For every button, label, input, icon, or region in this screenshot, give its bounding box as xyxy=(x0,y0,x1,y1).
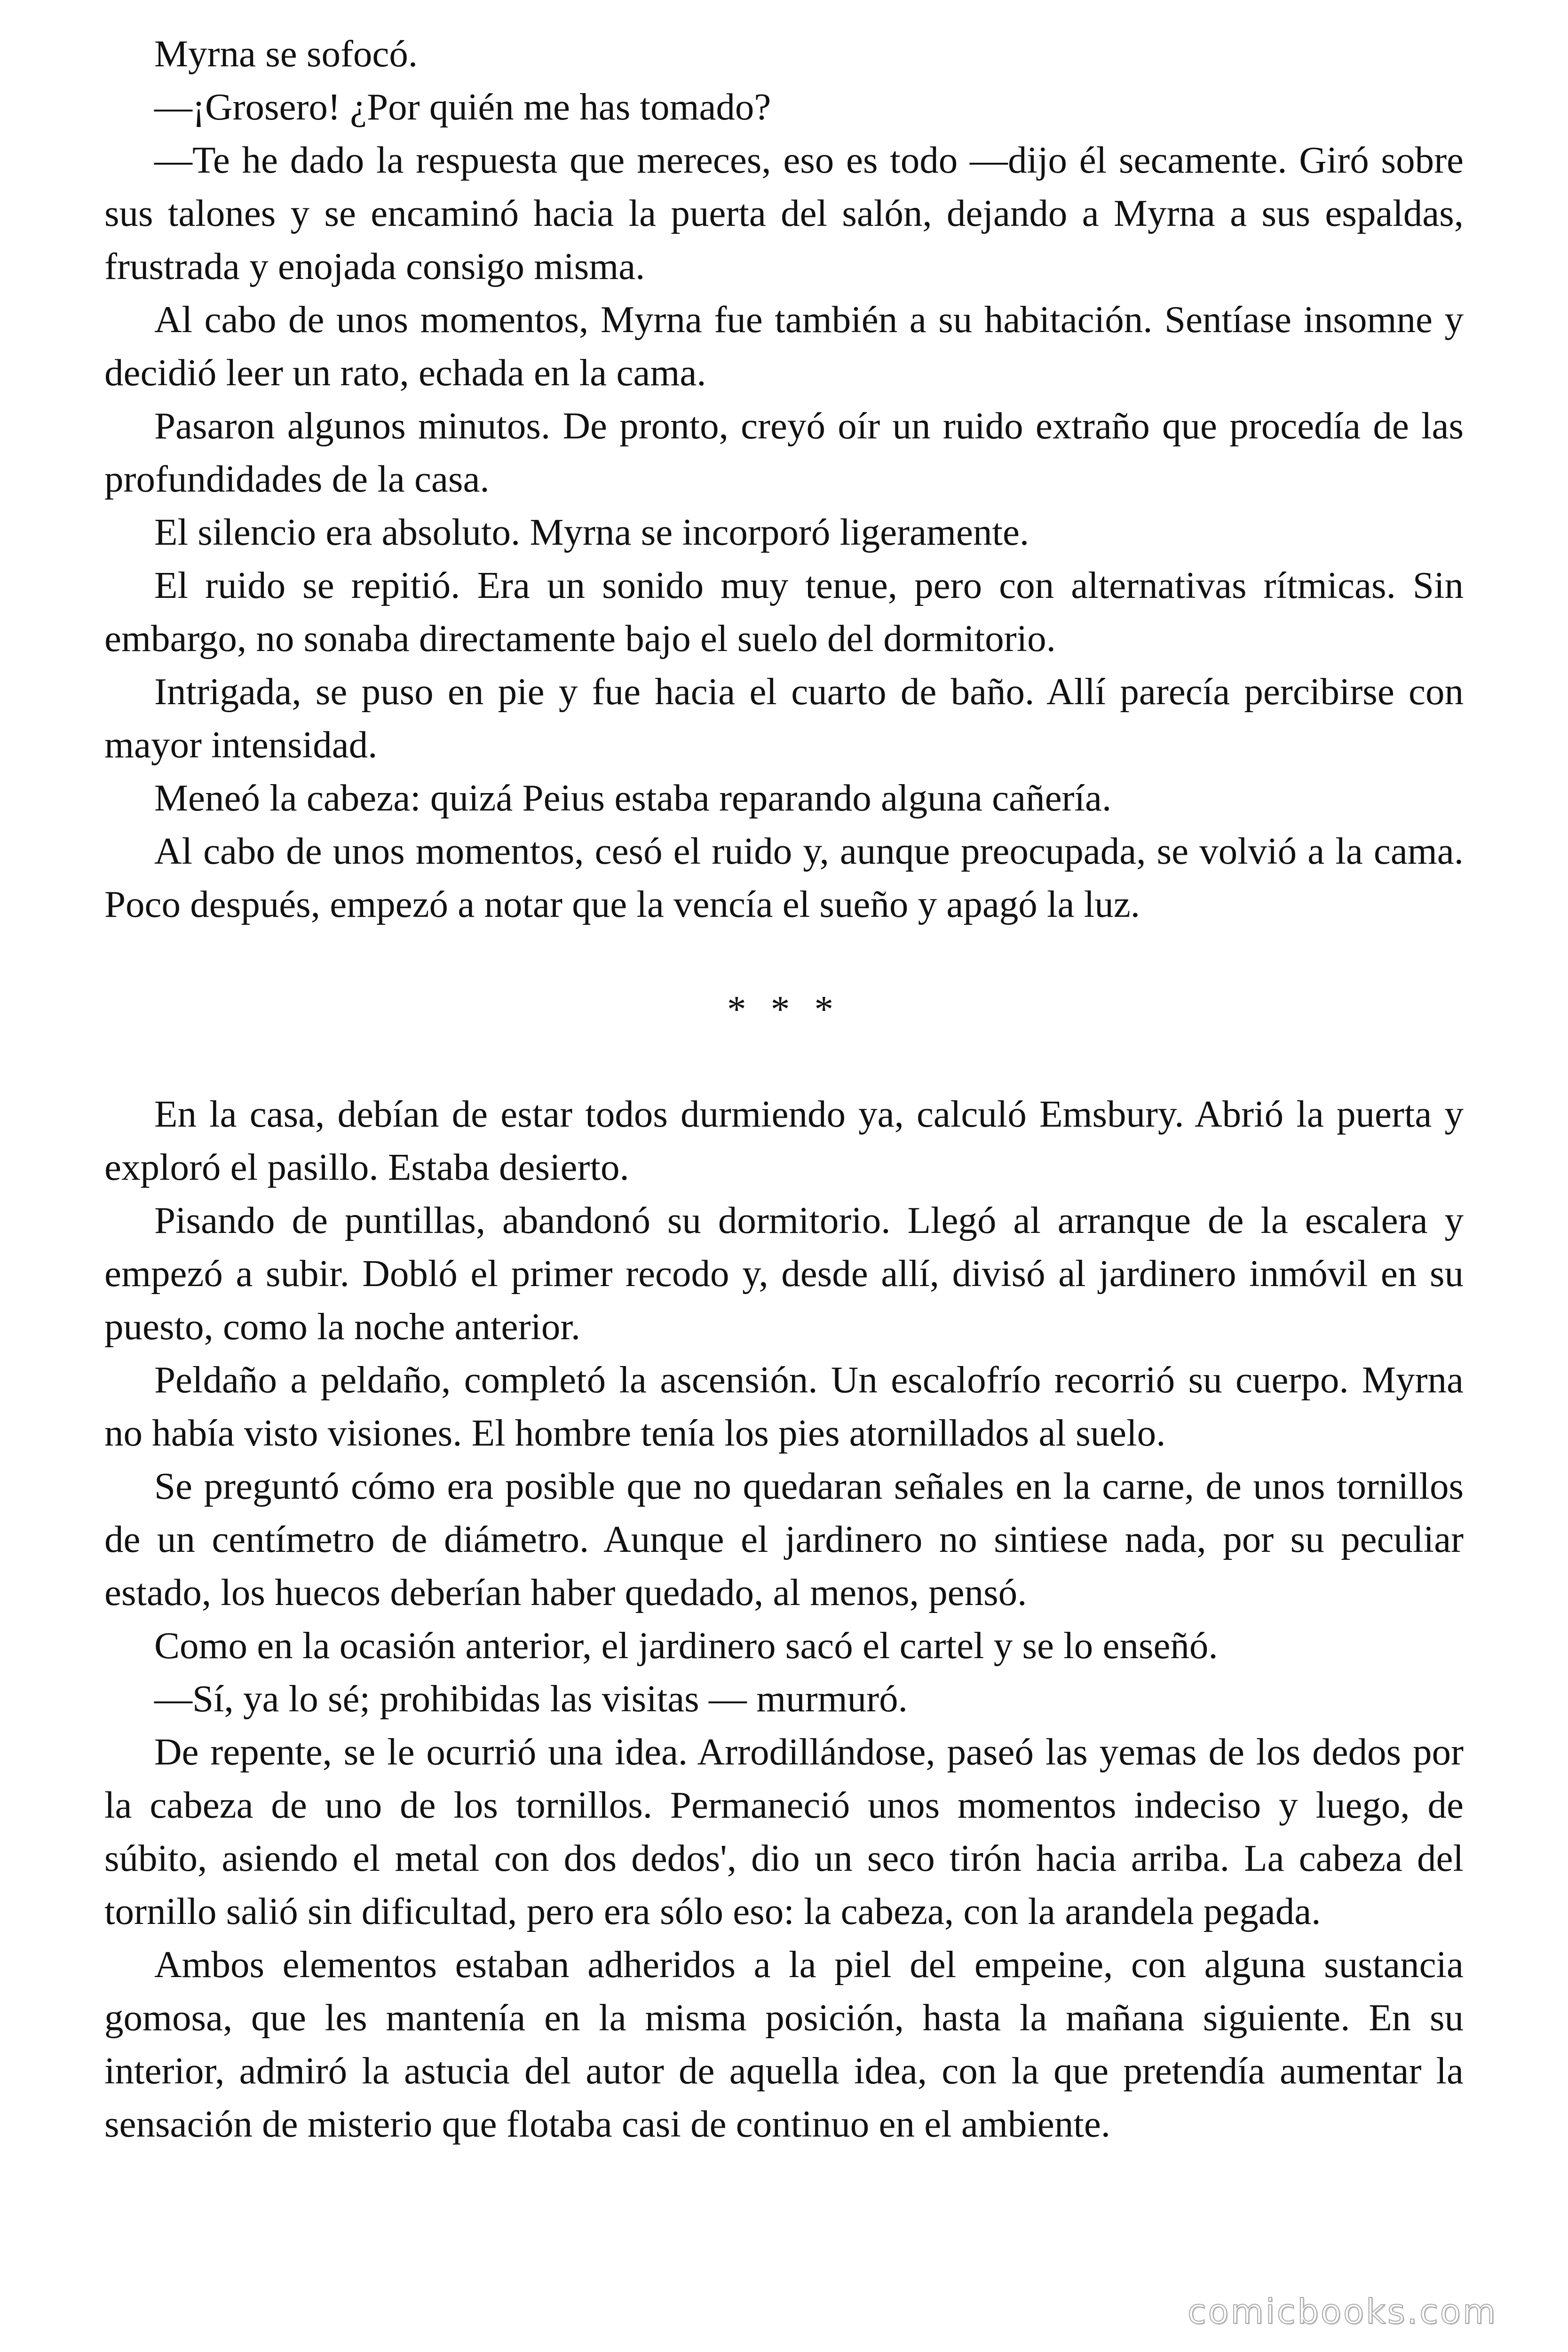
paragraph: —Sí, ya lo sé; prohibidas las visitas — murmuró. xyxy=(154,1677,908,1720)
paragraph: Al cabo de unos momentos, Myrna fue también a su habitación. Sentíase insomne y decidió leer un rato, echada en la cama. xyxy=(104,298,1464,394)
paragraph: El ruido se repitió. Era un sonido muy tenue, pero con alternativas rítmicas. Sin embargo, no sonaba directamente bajo el suelo del dormitorio. xyxy=(104,564,1464,660)
watermark: comicbooks.com xyxy=(1187,2292,1497,2331)
text-block-first xyxy=(104,27,1464,931)
paragraph: Meneó la cabeza: quizá Peius estaba reparando alguna cañería. xyxy=(154,777,1112,819)
text-block-second xyxy=(104,1088,1464,2151)
paragraph: De repente, se le ocurrió una idea. Arrodillándose, paseó las yemas de los dedos por la cabeza de uno de los tornillos. Permaneció unos momentos indeciso y luego, de súbito, asiendo el metal con dos dedos', dio un seco tirón hacia arriba. La cabeza del tornillo salió sin dificultad, pero era sólo eso: la cabeza, con la arandela pegada. xyxy=(104,1731,1464,1932)
paragraph: Al cabo de unos momentos, cesó el ruido y, aunque preocupada, se volvió a la cama. Poco después, empezó a notar que la vencía el sueño y apagó la luz. xyxy=(104,830,1464,925)
paragraph: Como en la ocasión anterior, el jardinero sacó el cartel y se lo enseñó. xyxy=(154,1624,1218,1667)
paragraph: —Te he dado la respuesta que mereces, eso es todo —dijo él secamente. Giró sobre sus talones y se encaminó hacia la puerta del salón, dejando a Myrna a sus espaldas, frustrada y enojada consigo misma. xyxy=(104,139,1464,287)
paragraph: En la casa, debían de estar todos durmiendo ya, calculó Emsbury. Abrió la puerta y exploró el pasillo. Estaba desierto. xyxy=(104,1093,1464,1188)
paragraph: Myrna se sofocó. xyxy=(154,32,418,75)
text-column xyxy=(104,27,1464,2151)
paragraph: El silencio era absoluto. Myrna se incorporó ligeramente. xyxy=(154,511,1029,553)
section-separator: * * * xyxy=(727,988,841,1030)
paragraph: Ambos elementos estaban adheridos a la piel del empeine, con alguna sustancia gomosa, que les mantenía en la misma posición, hasta la mañana siguiente. En su interior, admiró la astucia del autor de aquella idea, con la que pretendía aumentar la sensación de misterio que flotaba casi de continuo en el ambiente. xyxy=(104,1943,1464,2145)
paragraph: Pasaron algunos minutos. De pronto, creyó oír un ruido extraño que procedía de las profundidades de la casa. xyxy=(104,405,1464,500)
paragraph: Intrigada, se puso en pie y fue hacia el cuarto de baño. Allí parecía percibirse con mayor intensidad. xyxy=(104,670,1464,766)
paragraph: —¡Grosero! ¿Por quién me has tomado? xyxy=(154,86,771,128)
paragraph: Se preguntó cómo era posible que no quedaran señales en la carne, de unos tornillos de un centímetro de diámetro. Aunque el jardinero no sintiese nada, por su peculiar estado, los huecos deberían haber quedado, al menos, pensó. xyxy=(104,1465,1464,1613)
paragraph: Peldaño a peldaño, completó la ascensión. Un escalofrío recorrió su cuerpo. Myrna no había visto visiones. El hombre tenía los pies atornillados al suelo. xyxy=(104,1359,1464,1454)
paragraph: Pisando de puntillas, abandonó su dormitorio. Llegó al arranque de la escalera y empezó a subir. Dobló el primer recodo y, desde allí, divisó al jardinero inmóvil en su puesto, como la noche anterior. xyxy=(104,1199,1464,1348)
